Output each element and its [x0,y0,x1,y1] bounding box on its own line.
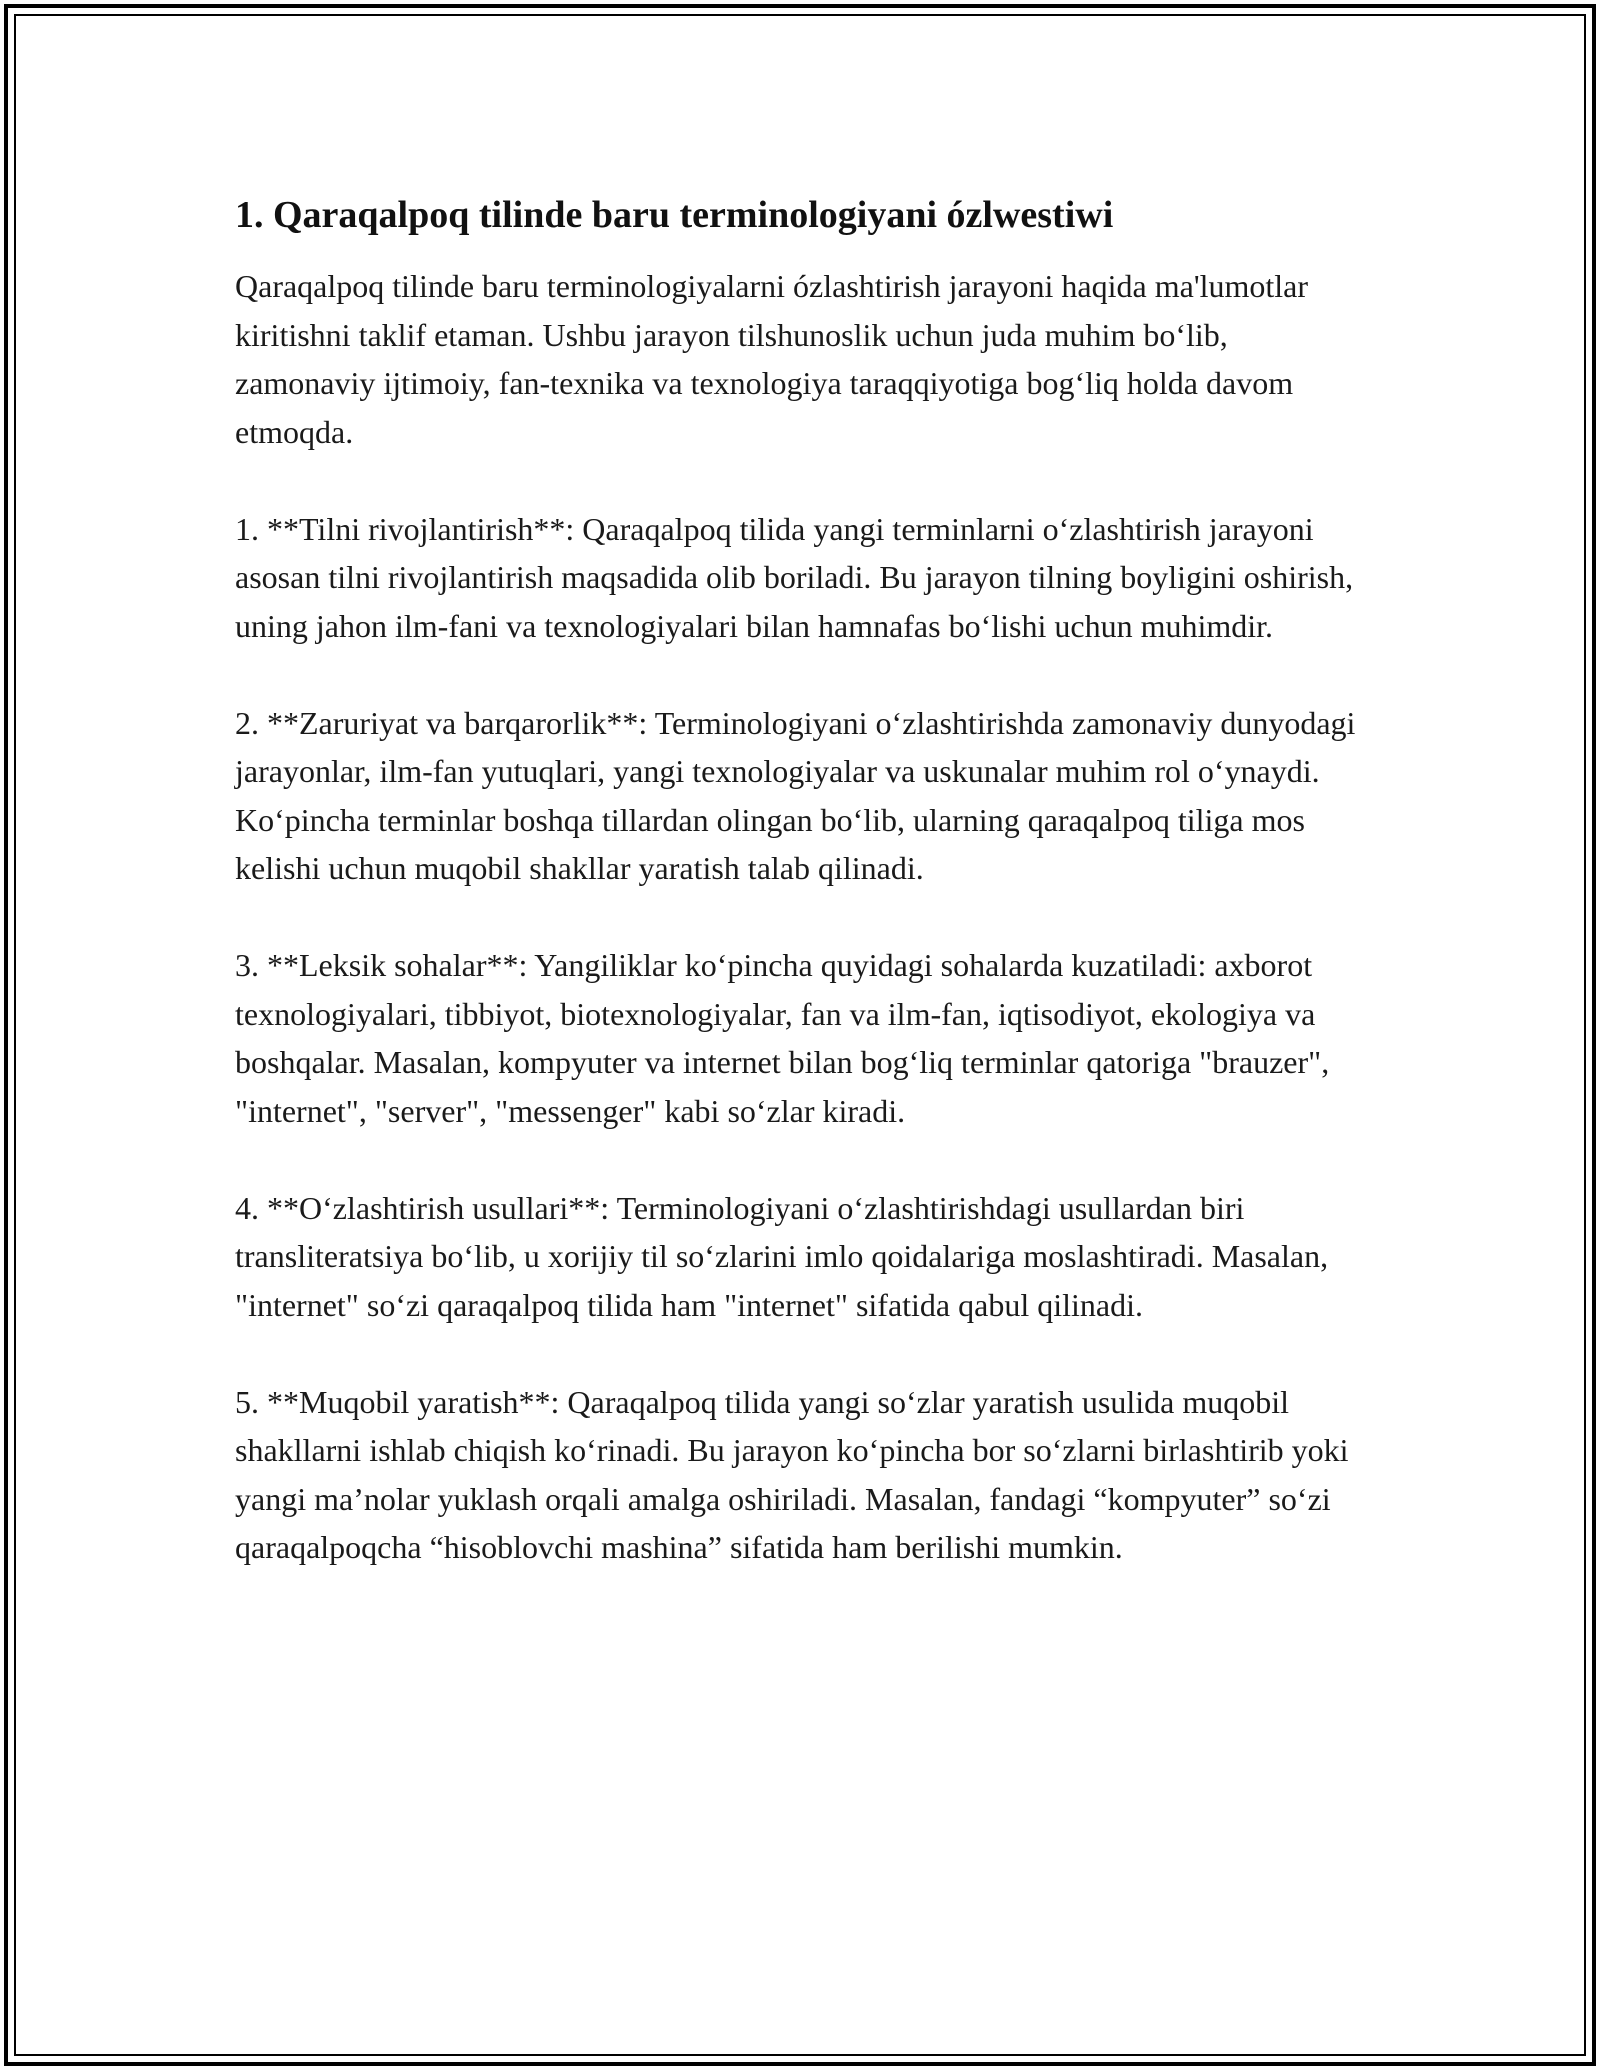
list-item-4: 4. **O‘zlashtirish usullari**: Terminologiyani o‘zlashtirishdagi usullardan biri transliteratsiya bo‘lib, u xorijiy til so‘zlarini imlo qoidalariga moslashtiradi. Masalan, "internet" so‘zi qaraqalpoq tilida ham "internet" sifatida qabul qilinadi. [235,1189,1329,1323]
list-item-1: 1. **Tilni rivojlantirish**: Qaraqalpoq tilida yangi terminlarni o‘zlashtirish jarayoni asosan tilni rivojlantirish maqsadida olib boriladi. Bu jarayon tilning boyligini oshirish, uning jahon ilm-fani va texnologiyalari bilan hamnafas bo‘lishi uchun muhimdir. [235,510,1354,644]
list-item-5: 5. **Muqobil yaratish**: Qaraqalpoq tilida yangi so‘zlar yaratish usulida muqobil shakllarni ishlab chiqish ko‘rinadi. Bu jarayon ko‘pincha bor so‘zlarni birlashtirib yoki yangi ma’nolar yuklash orqali amalga oshiriladi. Masalan, fandagi “kompyuter” so‘zi qaraqalpoqcha “hisoblovchi mashina” sifatida ham berilishi mumkin. [235,1383,1349,1565]
intro-paragraph: Qaraqalpoq tilinde baru terminologiyalarni ózlashtirish jarayoni haqida ma'lumotlar kiritishni taklif etaman. Ushbu jarayon tilshunoslik uchun juda muhim bo‘lib, zamonaviy ijtimoiy, fan-texnika va texnologiya taraqqiyotiga bog‘liq holda davom etmoqda. [235,268,1308,450]
document-title: 1. Qaraqalpoq tilinde baru terminologiyani ózlwestiwi [235,194,1114,236]
list-item-2: 2. **Zaruriyat va barqarorlik**: Terminologiyani o‘zlashtirishda zamonaviy dunyodagi jarayonlar, ilm-fan yutuqlari, yangi texnologiyalar va uskunalar muhim rol o‘ynaydi. Ko‘pincha terminlar boshqa tillardan olingan bo‘lib, ularning qaraqalpoq tiliga mos kelishi uchun muqobil shakllar yaratish talab qilinadi. [235,704,1356,886]
document-body [235,190,1375,1620]
list-item-3: 3. **Leksik sohalar**: Yangiliklar ko‘pincha quyidagi sohalarda kuzatiladi: axborot texnologiyalari, tibbiyot, biotexnologiyalar, fan va ilm-fan, iqtisodiyot, ekologiya va boshqalar. Masalan, kompyuter va internet bilan bog‘liq terminlar qatoriga "brauzer", "internet", "server", "messenger" kabi so‘zlar kiradi. [235,947,1330,1129]
